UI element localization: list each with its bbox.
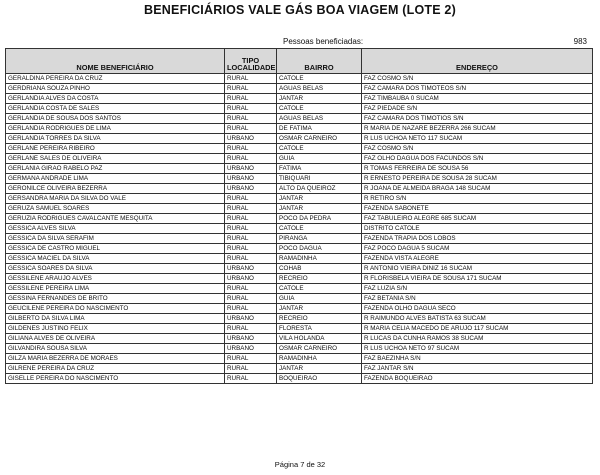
cell-address: R RAIMUNDO ALVES BATISTA 63 SUCAM [362,314,593,324]
cell-locality-type: URBANO [225,334,277,344]
cell-district: CATOLE [277,144,362,154]
cell-locality-type: RURAL [225,244,277,254]
cell-district: DE FATIMA [277,124,362,134]
table-row [6,164,593,174]
cell-district: PIRANGA [277,234,362,244]
cell-name: GERUZIA RODRIGUES CAVALCANTE MESQUITA [6,214,225,224]
table-row [6,154,593,164]
cell-address: FAZ PIEDADE S/N [362,104,593,114]
cell-locality-type: URBANO [225,314,277,324]
table-row [6,224,593,234]
column-header-locality-line1: TIPO [241,55,260,65]
cell-name: GILIANA ALVES DE OLIVEIRA [6,334,225,344]
cell-name: GESSICA MACIEL DA SILVA [6,254,225,264]
cell-name: GERONILCE OLIVEIRA BEZERRA [6,184,225,194]
cell-name: GESSICA SOARES DA SILVA [6,264,225,274]
cell-address: FAZ TIMBAUBA 0 SUCAM [362,94,593,104]
cell-district: AGUAS BELAS [277,84,362,94]
cell-district: ALTO DA QUEIROZ [277,184,362,194]
cell-locality-type: RURAL [225,84,277,94]
cell-name: GEUCILENE PEREIRA DO NASCIMENTO [6,304,225,314]
column-header-district: BAIRRO [277,49,362,74]
cell-locality-type: RURAL [225,294,277,304]
cell-district: POCO DAGUA [277,244,362,254]
cell-district: RECREIO [277,314,362,324]
cell-district: JANTAR [277,204,362,214]
cell-locality-type: RURAL [225,324,277,334]
cell-locality-type: RURAL [225,154,277,164]
cell-locality-type: RURAL [225,234,277,244]
cell-district: CATOLE [277,284,362,294]
cell-name: GERLANDIA DE SOUSA DOS SANTOS [6,114,225,124]
cell-address: FAZ TABULEIRO ALEGRE 685 SUCAM [362,214,593,224]
cell-locality-type: RURAL [225,114,277,124]
cell-name: GESSICA DE CASTRO MIGUEL [6,244,225,254]
cell-district: JANTAR [277,194,362,204]
cell-locality-type: URBANO [225,344,277,354]
table-row [6,374,593,384]
cell-address: FAZENDA OLHO DAGUA SECO [362,304,593,314]
cell-locality-type: RURAL [225,354,277,364]
table-row [6,284,593,294]
cell-name: GILRENE PEREIRA DA CRUZ [6,364,225,374]
cell-address: FAZ BAEZINHA S/N [362,354,593,364]
table-row [6,124,593,134]
cell-name: GERMANA ANDRADE LIMA [6,174,225,184]
column-header-locality-line2: LOCALIDADE [227,63,276,73]
cell-name: GESSICA DA SILVA SERAFIM [6,234,225,244]
column-header-address: ENDEREÇO [362,49,593,74]
cell-address: FAZ LUZIA S/N [362,284,593,294]
table-row [6,344,593,354]
cell-address: FAZ JANTAR S/N [362,364,593,374]
cell-locality-type: URBANO [225,184,277,194]
cell-name: GILVANDIRA SOUSA SILVA [6,344,225,354]
cell-address: R FLORISBELA VIEIRA DE SOUSA 171 SUCAM [362,274,593,284]
cell-name: GERUZA SAMUEL SOARES [6,204,225,214]
cell-address: R LUCAS DA CUNHA RAMOS 38 SUCAM [362,334,593,344]
cell-name: GERLANDIA RODRIGUES DE LIMA [6,124,225,134]
cell-locality-type: RURAL [225,94,277,104]
cell-locality-type: URBANO [225,264,277,274]
beneficiaries-summary [0,37,600,48]
cell-name: GILDENES JUSTINO FELIX [6,324,225,334]
table-row [6,304,593,314]
cell-address: FAZ CAMARA DOS TIMOTEOS S/N [362,84,593,94]
cell-district: CATOLE [277,224,362,234]
table-row [6,314,593,324]
table-row [6,364,593,374]
cell-name: GERLANE SALES DE OLIVEIRA [6,154,225,164]
cell-address: R JOANA DE ALMEIDA BRAGA 148 SUCAM [362,184,593,194]
cell-locality-type: RURAL [225,74,277,84]
cell-name: GILZA MARIA BEZERRA DE MORAES [6,354,225,364]
table-row [6,274,593,284]
cell-name: GERLANE PEREIRA RIBEIRO [6,144,225,154]
cell-district: OSMAR CARNEIRO [277,344,362,354]
table-row [6,74,593,84]
cell-district: BOQUEIRAO [277,374,362,384]
cell-locality-type: RURAL [225,204,277,214]
cell-name: GESSICA ALVES SILVA [6,224,225,234]
cell-name: GESSILENE ARAUJO ALVES [6,274,225,284]
column-header-name: NOME BENEFICIÁRIO [6,49,225,74]
table-row [6,294,593,304]
cell-district: RAMADINHA [277,254,362,264]
cell-address: R ERNESTO PEREIRA DE SOUSA 28 SUCAM [362,174,593,184]
table-header-row [6,49,593,74]
beneficiaries-table [5,48,593,384]
cell-district: JANTAR [277,364,362,374]
cell-address: FAZ OLHO DAGUA DOS FACUNDOS S/N [362,154,593,164]
cell-name: GESSINA FERNANDES DE BRITO [6,294,225,304]
cell-address: R MARIA DE NAZARE BEZERRA 266 SUCAM [362,124,593,134]
cell-locality-type: RURAL [225,254,277,264]
cell-name: GILBERTO DA SILVA LIMA [6,314,225,324]
table-row [6,174,593,184]
cell-locality-type: URBANO [225,134,277,144]
table-row [6,194,593,204]
table-row [6,354,593,364]
cell-address: FAZ COSMO S/N [362,74,593,84]
cell-name: GISELLE PEREIRA DO NASCIMENTO [6,374,225,384]
table-row [6,134,593,144]
cell-name: GESSILENE PEREIRA LIMA [6,284,225,294]
table-row [6,234,593,244]
cell-address: R TOMAS FERREIRA DE SOUSA 56 [362,164,593,174]
beneficiaries-count-value: 983 [573,37,587,46]
cell-district: FLORESTA [277,324,362,334]
cell-district: JANTAR [277,94,362,104]
column-header-locality-type [225,49,277,74]
cell-district: AGUAS BELAS [277,114,362,124]
cell-locality-type: RURAL [225,104,277,114]
cell-district: CATOLE [277,74,362,84]
cell-district: COHAB [277,264,362,274]
cell-address: FAZ POCO DAGUA 5 SUCAM [362,244,593,254]
page-footer: Página 7 de 32 [274,460,326,469]
cell-name: GERLANDIA ALVES DA COSTA [6,94,225,104]
cell-address: FAZ COSMO S/N [362,144,593,154]
document-title: BENEFICIÁRIOS VALE GÁS BOA VIAGEM (LOTE 2) [144,3,456,17]
cell-locality-type: RURAL [225,304,277,314]
cell-district: CATOLE [277,104,362,114]
cell-locality-type: RURAL [225,374,277,384]
table-row [6,114,593,124]
table-row [6,184,593,194]
cell-address: DISTRITO CATOLE [362,224,593,234]
cell-address: R LUS UCHOA NETO 117 SUCAM [362,134,593,144]
cell-name: GERDRIANA SOUZA PINHO [6,84,225,94]
cell-address: FAZ CAMARA DOS TIMOTIOS S/N [362,114,593,124]
table-body [6,74,593,384]
cell-address: R MARIA CELIA MACEDO DE ARUJO 117 SUCAM [362,324,593,334]
cell-district: RAMADINHA [277,354,362,364]
cell-address: FAZENDA SABONETE [362,204,593,214]
cell-address: FAZ BETANIA S/N [362,294,593,304]
table-row [6,244,593,254]
table-row [6,254,593,264]
table-row [6,214,593,224]
table-row [6,324,593,334]
table-row [6,334,593,344]
table-row [6,204,593,214]
cell-locality-type: URBANO [225,274,277,284]
cell-district: FATIMA [277,164,362,174]
cell-locality-type: RURAL [225,214,277,224]
cell-district: VILA HOLANDA [277,334,362,344]
cell-address: R RETIRO S/N [362,194,593,204]
cell-district: GUIA [277,154,362,164]
cell-district: RECREIO [277,274,362,284]
beneficiaries-count-label: Pessoas beneficiadas: [283,37,364,46]
table-row [6,144,593,154]
cell-locality-type: RURAL [225,124,277,134]
cell-locality-type: RURAL [225,194,277,204]
table-row [6,104,593,114]
cell-locality-type: RURAL [225,284,277,294]
cell-locality-type: URBANO [225,164,277,174]
cell-district: JANTAR [277,304,362,314]
table-row [6,84,593,94]
cell-address: FAZENDA VISTA ALEGRE [362,254,593,264]
cell-name: GERSANDRA MARIA DA SILVA DO VALE [6,194,225,204]
cell-locality-type: RURAL [225,144,277,154]
table-row [6,94,593,104]
cell-name: GERLANDIA COSTA DE SALES [6,104,225,114]
cell-name: GERALDINA PEREIRA DA CRUZ [6,74,225,84]
cell-address: FAZENDA BOQUEIRAO [362,374,593,384]
table-row [6,264,593,274]
cell-locality-type: URBANO [225,174,277,184]
cell-district: POCO DA PEDRA [277,214,362,224]
cell-locality-type: RURAL [225,364,277,374]
cell-locality-type: RURAL [225,224,277,234]
cell-address: FAZENDA TRAPIA DOS LOBOS [362,234,593,244]
cell-district: TIBIQUARI [277,174,362,184]
cell-district: GUIA [277,294,362,304]
cell-address: R LUS UCHOA NETO 97 SUCAM [362,344,593,354]
cell-district: OSMAR CARNEIRO [277,134,362,144]
cell-name: GERLANDIA TORRES DA SILVA [6,134,225,144]
cell-name: GERLANIA GIRAO RABELO PAZ [6,164,225,174]
cell-address: R ANTONIO VIEIRA DINIZ 16 SUCAM [362,264,593,274]
